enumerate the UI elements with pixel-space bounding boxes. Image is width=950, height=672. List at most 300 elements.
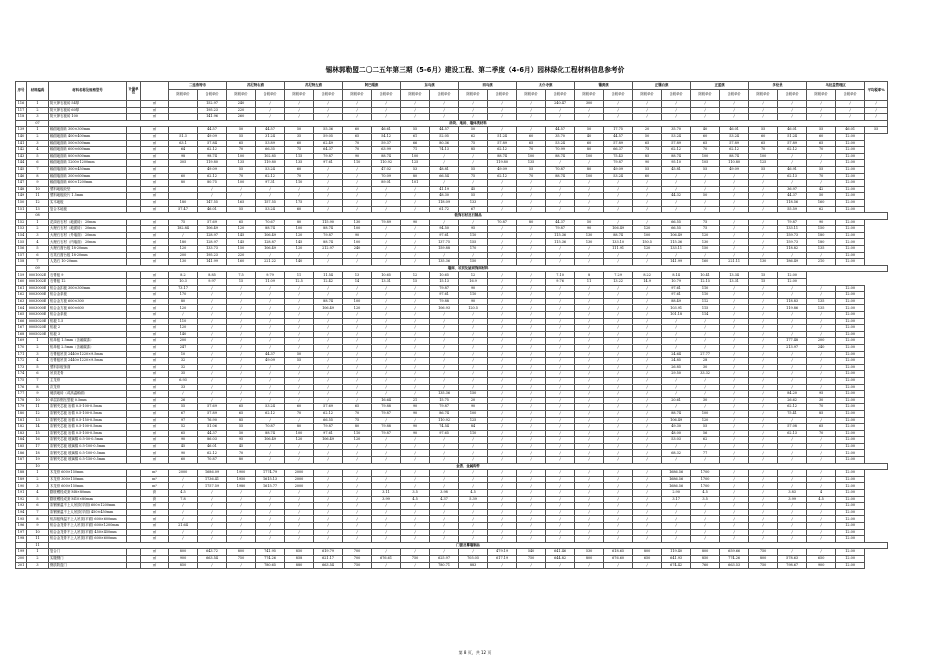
row-tax: 12.00 <box>836 470 865 477</box>
row-price: 141.99 <box>198 259 227 266</box>
table-row <box>16 272 888 279</box>
row-price: / <box>633 114 662 121</box>
row-seq: 152 <box>16 219 27 226</box>
row-price: 1980 <box>227 483 256 490</box>
row-price: / <box>691 252 720 259</box>
row-price: 44.37 <box>256 351 285 358</box>
row-price: 88.74 <box>488 153 517 160</box>
row-price: 63.1 <box>169 140 198 147</box>
row-price: 44.37 <box>778 193 807 200</box>
row-price: 75 <box>459 173 488 180</box>
row-price: 130 <box>575 232 604 239</box>
row-price: 70 <box>343 140 372 147</box>
row-price: / <box>343 180 372 187</box>
row-price: / <box>633 450 662 457</box>
row-price: / <box>488 562 517 569</box>
row-price: 240 <box>227 101 256 108</box>
row-price: / <box>517 127 546 134</box>
row-price: / <box>633 496 662 503</box>
row-price: / <box>546 391 575 398</box>
row-price: / <box>314 503 343 510</box>
row-price: / <box>430 107 459 114</box>
row-price: 97.61 <box>430 232 459 239</box>
row-price: 15.13 <box>430 279 459 286</box>
row-price: / <box>314 259 343 266</box>
row-price: / <box>749 404 778 411</box>
row-price: 90 <box>343 153 372 160</box>
row-price: / <box>343 364 372 371</box>
row-price: / <box>720 318 749 325</box>
row-price: / <box>662 318 691 325</box>
row-price: / <box>807 325 836 332</box>
row-price: 135.36 <box>430 259 459 266</box>
row-price: / <box>285 529 314 536</box>
row-price: / <box>662 384 691 391</box>
row-price <box>169 193 198 200</box>
row-price: / <box>517 246 546 253</box>
row-price <box>169 166 198 173</box>
row-price: 55 <box>401 127 430 134</box>
row-tax: 12.00 <box>836 516 865 523</box>
row-price: 79.88 <box>430 298 459 305</box>
row-price: / <box>604 536 633 543</box>
row-price: / <box>256 305 285 312</box>
table-row <box>16 127 888 134</box>
row-price: 115.90 <box>314 219 343 226</box>
row-material: 铝合金方板 600×300 <box>49 298 127 305</box>
row-price: / <box>430 338 459 345</box>
row-price: / <box>720 107 749 114</box>
section-code: 10 <box>27 463 49 470</box>
row-price: 80 <box>401 173 430 180</box>
row-price: 95.10 <box>662 160 691 167</box>
row-unit: ㎡ <box>141 331 169 338</box>
row-price: / <box>198 397 227 404</box>
row-tax: 12.00 <box>836 483 865 490</box>
row-price: / <box>691 325 720 332</box>
row-code: 6 <box>27 160 49 167</box>
row-price: / <box>517 252 546 259</box>
row-price: / <box>517 410 546 417</box>
row-price: / <box>604 371 633 378</box>
row-blank <box>127 391 141 398</box>
row-price: / <box>517 364 546 371</box>
row-price: / <box>575 443 604 450</box>
row-price: / <box>749 523 778 530</box>
row-price: 79.87 <box>314 232 343 239</box>
row-price: / <box>778 358 807 365</box>
row-price: 88.74 <box>720 153 749 160</box>
row-price: / <box>604 391 633 398</box>
row-price: 135 <box>227 160 256 167</box>
section-title: 装饰石材及石制品 <box>49 213 888 220</box>
row-price: / <box>720 450 749 457</box>
row-price: 7.5 <box>227 272 256 279</box>
row-price: 100 <box>285 226 314 233</box>
row-price: 86.03 <box>198 437 227 444</box>
row-price: / <box>778 476 807 483</box>
row-price: 1686.56 <box>662 476 691 483</box>
row-price: 36.97 <box>778 186 807 193</box>
row-price: 1700 <box>691 470 720 477</box>
price-table <box>15 81 888 569</box>
row-price: / <box>633 529 662 536</box>
row-price: / <box>372 305 401 312</box>
row-price: 60 <box>807 133 836 140</box>
row-price: 62.12 <box>488 147 517 154</box>
row-price: / <box>807 384 836 391</box>
row-price: / <box>546 325 575 332</box>
row-price: / <box>546 358 575 365</box>
row-price: / <box>517 523 546 530</box>
table-row <box>16 206 888 213</box>
row-price: / <box>401 536 430 543</box>
row-price: 21.64 <box>169 523 198 530</box>
table-row <box>16 397 888 404</box>
table-row <box>16 318 888 325</box>
row-price: / <box>778 536 807 543</box>
row-price: 119.80 <box>256 160 285 167</box>
row-price: / <box>227 318 256 325</box>
row-price: / <box>604 529 633 536</box>
row-blank <box>127 292 141 299</box>
row-code: 4 <box>27 147 49 154</box>
row-price: / <box>604 358 633 365</box>
table-row <box>16 239 888 246</box>
row-price: / <box>749 285 778 292</box>
row-price: / <box>488 259 517 266</box>
row-material: 石膏板 9 <box>49 272 127 279</box>
row-price: 112 <box>691 298 720 305</box>
row-tax: 12.00 <box>836 298 865 305</box>
row-price: / <box>633 404 662 411</box>
row-price: / <box>314 509 343 516</box>
row-price: / <box>604 259 633 266</box>
row-price: 2000 <box>285 470 314 477</box>
row-price: 65 <box>749 140 778 147</box>
row-price: 159.73 <box>778 239 807 246</box>
row-price: 26.62 <box>778 397 807 404</box>
blank-header <box>141 82 169 101</box>
row-price: 120 <box>633 226 662 233</box>
region-header: 太仆寺旗 <box>517 82 575 90</box>
row-price: / <box>314 351 343 358</box>
row-price: 80 <box>227 457 256 464</box>
row-price: / <box>749 344 778 351</box>
row-price: 14 <box>343 279 372 286</box>
row-price: / <box>430 351 459 358</box>
row-price: / <box>807 457 836 464</box>
row-price: 180 <box>807 239 836 246</box>
row-tax: 12.00 <box>836 523 865 530</box>
row-price: / <box>517 529 546 536</box>
row-blank <box>127 424 141 431</box>
row-price: / <box>256 101 285 108</box>
row-price: / <box>807 417 836 424</box>
row-price: / <box>285 503 314 510</box>
row-price: 643.72 <box>198 549 227 556</box>
row-price: / <box>314 483 343 490</box>
row-tax: 12.00 <box>836 331 865 338</box>
row-price: / <box>546 292 575 299</box>
row-price: / <box>459 338 488 345</box>
section-code: 09 <box>27 265 49 272</box>
row-price: / <box>720 298 749 305</box>
row-price: 135 <box>517 160 546 167</box>
row-price: 130 <box>343 219 372 226</box>
row-price: / <box>314 496 343 503</box>
row-price: 4.5 <box>169 490 198 497</box>
row-price: / <box>401 417 430 424</box>
row-price: / <box>778 285 807 292</box>
row-price: / <box>720 226 749 233</box>
row-price: / <box>633 371 662 378</box>
row-price: 44.57 <box>604 133 633 140</box>
row-price: / <box>517 430 546 437</box>
row-price: 79.87 <box>372 410 401 417</box>
row-price: 100 <box>691 153 720 160</box>
region-header: 二连浩特市 <box>169 82 227 90</box>
row-tax: 12.00 <box>836 180 865 187</box>
row-blank <box>127 549 141 556</box>
row-price: / <box>633 523 662 530</box>
row-seq: 193 <box>16 503 27 510</box>
row-price: 850 <box>285 549 314 556</box>
row-price: / <box>749 114 778 121</box>
row-price: 55 <box>459 193 488 200</box>
section-blank <box>16 213 27 220</box>
row-material: 铝板 1.5 <box>49 318 127 325</box>
row-price: 120 <box>169 305 198 312</box>
row-price: 60 <box>169 173 198 180</box>
row-price: / <box>604 457 633 464</box>
row-unit: ㎡ <box>141 358 169 365</box>
row-price: / <box>459 114 488 121</box>
table-row <box>16 437 888 444</box>
code-header: 材料编码 <box>27 82 49 101</box>
row-price: / <box>604 312 633 319</box>
table-row <box>16 232 888 239</box>
row-price: / <box>256 364 285 371</box>
row-code: 12 <box>27 199 49 206</box>
row-price: / <box>517 562 546 569</box>
row-price: 88.74 <box>604 232 633 239</box>
row-unit: 套 <box>141 490 169 497</box>
row-price: 135 <box>285 160 314 167</box>
row-price: / <box>488 206 517 213</box>
row-price: / <box>604 114 633 121</box>
row-tax: 12.00 <box>836 199 865 206</box>
row-price: / <box>807 351 836 358</box>
row-price: / <box>546 529 575 536</box>
row-material: 防火卵石板砖 54厚 <box>49 101 127 108</box>
row-price: / <box>372 476 401 483</box>
row-tax: 12.00 <box>836 404 865 411</box>
row-price: / <box>488 523 517 530</box>
row-price: 10.65 <box>372 272 401 279</box>
row-price: / <box>343 186 372 193</box>
row-price: / <box>517 344 546 351</box>
row-blank <box>127 186 141 193</box>
row-blank <box>127 107 141 114</box>
row-price: / <box>285 377 314 384</box>
row-price: 106.49 <box>662 232 691 239</box>
row-price: / <box>604 509 633 516</box>
row-tax: 12.00 <box>836 397 865 404</box>
row-price: 774.26 <box>256 555 285 562</box>
row-price: 8.85 <box>198 272 227 279</box>
row-price: 157.55 <box>256 199 285 206</box>
row-price: / <box>633 430 662 437</box>
row-price: 64 <box>169 147 198 154</box>
row-price: 55 <box>807 127 836 134</box>
row-price: / <box>604 298 633 305</box>
row-price: / <box>749 397 778 404</box>
row-price: / <box>633 364 662 371</box>
row-price: 100 <box>749 153 778 160</box>
row-price: / <box>720 516 749 523</box>
row-price: / <box>488 457 517 464</box>
row-price: / <box>575 285 604 292</box>
row-price: / <box>401 351 430 358</box>
subhead-ex: 除税单价 <box>807 90 836 101</box>
row-price: 663.53 <box>720 562 749 569</box>
row-price: / <box>517 239 546 246</box>
row-code: 2 <box>27 344 49 351</box>
row-price: / <box>575 259 604 266</box>
row-price: / <box>314 101 343 108</box>
row-seq: 199 <box>16 549 27 556</box>
row-unit: ㎡ <box>141 404 169 411</box>
row-price: / <box>546 107 575 114</box>
row-code: 6 <box>27 371 49 378</box>
row-price: / <box>488 476 517 483</box>
row-price: / <box>256 509 285 516</box>
row-price: / <box>343 358 372 365</box>
row-price: / <box>285 509 314 516</box>
row-material: 铝合金龙骨不上人吊顶(平面) 450×450mm <box>49 529 127 536</box>
row-price: / <box>227 503 256 510</box>
row-unit: ㎡ <box>141 101 169 108</box>
row-unit: ㎡ <box>141 318 169 325</box>
row-seq: 175 <box>16 377 27 384</box>
row-price: 30 <box>691 397 720 404</box>
row-price: 65 <box>807 424 836 431</box>
row-price: / <box>256 186 285 193</box>
row-price: 8.2 <box>169 272 198 279</box>
row-price: / <box>430 470 459 477</box>
row-price: / <box>488 338 517 345</box>
row-price: / <box>575 562 604 569</box>
row-material: 铝合金方板 600×600 <box>49 305 127 312</box>
row-price: / <box>285 107 314 114</box>
row-price: / <box>343 206 372 213</box>
row-price: 48.30 <box>430 193 459 200</box>
row-seq: 149 <box>16 193 27 200</box>
row-price: 70.67 <box>256 219 285 226</box>
row-price: / <box>314 476 343 483</box>
row-price: 13 <box>343 272 372 279</box>
row-price: 6.93 <box>169 377 198 384</box>
row-price: 240 <box>807 344 836 351</box>
row-blank <box>127 114 141 121</box>
row-price: 260 <box>227 114 256 121</box>
row-price: 65 <box>227 219 256 226</box>
row-price: 880 <box>285 562 314 569</box>
table-row <box>16 516 888 523</box>
row-code: 13 <box>27 206 49 213</box>
row-price: / <box>488 325 517 332</box>
row-price: 900 <box>807 562 836 569</box>
row-price: / <box>285 397 314 404</box>
row-price: 35.70 <box>546 133 575 140</box>
row-price: 1757.59 <box>198 483 227 490</box>
row-code: 3 <box>27 232 49 239</box>
row-blank <box>127 430 141 437</box>
row-price: / <box>314 344 343 351</box>
row-unit: ㎡ <box>141 397 169 404</box>
row-price: 80.36 <box>430 140 459 147</box>
row-price: / <box>662 180 691 187</box>
row-price: / <box>343 391 372 398</box>
row-price: / <box>285 305 314 312</box>
row-price: / <box>720 305 749 312</box>
row-price: / <box>430 523 459 530</box>
row-seq: 146 <box>16 173 27 180</box>
row-price: / <box>227 391 256 398</box>
row-price: / <box>169 516 198 523</box>
row-seq: 168 <box>16 331 27 338</box>
row-price: / <box>517 437 546 444</box>
row-price: / <box>633 298 662 305</box>
row-price: / <box>314 470 343 477</box>
row-blank <box>127 259 141 266</box>
row-price: / <box>720 351 749 358</box>
row-blank <box>127 180 141 187</box>
row-price: 62.13 <box>778 173 807 180</box>
row-seq: 164 <box>16 305 27 312</box>
table-row <box>16 147 888 154</box>
row-price: / <box>401 292 430 299</box>
row-price: 61.72 <box>430 206 459 213</box>
row-price: / <box>662 199 691 206</box>
row-price: 88.74 <box>314 239 343 246</box>
row-price: / <box>778 325 807 332</box>
row-price: 17.75 <box>604 127 633 134</box>
row-price: / <box>343 450 372 457</box>
row-price: 90 <box>401 404 430 411</box>
table-row <box>16 536 888 543</box>
row-price: 52 <box>169 424 198 431</box>
row-price: / <box>517 470 546 477</box>
row-material: 膨胀螺栓成套 M10×80mm <box>49 496 127 503</box>
row-price: 51.24 <box>778 133 807 140</box>
row-price: 11.09 <box>256 279 285 286</box>
row-price: / <box>285 536 314 543</box>
row-price: / <box>633 437 662 444</box>
row-code: 2 <box>27 133 49 140</box>
row-price: 50 <box>285 351 314 358</box>
row-price: / <box>575 457 604 464</box>
row-price: 12.42 <box>314 279 343 286</box>
row-price: 80.75 <box>198 180 227 187</box>
row-blank <box>127 496 141 503</box>
row-price: / <box>227 358 256 365</box>
row-price: / <box>662 101 691 108</box>
row-price: / <box>459 351 488 358</box>
row-material: 彩钢夹芯板 玻璃棉 0.5-150-0.5mm <box>49 457 127 464</box>
row-price: 674.42 <box>662 562 691 569</box>
